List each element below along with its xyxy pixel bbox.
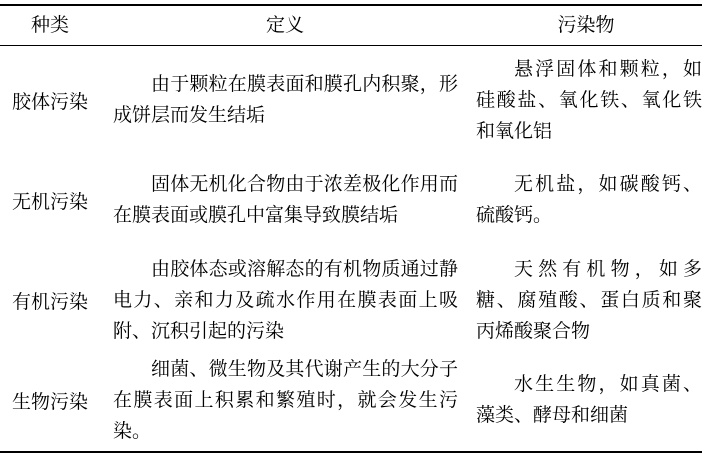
row-definition-cell <box>113 150 458 250</box>
row-pollutants-cell <box>476 50 702 150</box>
row-type: 生物污染 <box>11 390 88 413</box>
row-definition-cell <box>113 250 458 350</box>
row-type: 有机污染 <box>11 290 88 313</box>
table-header-rule <box>0 45 702 46</box>
row-definition-cell <box>113 350 458 450</box>
table-row <box>0 350 702 450</box>
row-pollutants-cell <box>476 250 702 350</box>
table-row <box>0 150 702 250</box>
row-type: 胶体污染 <box>11 90 88 113</box>
row-definition: 由胶体态或溶解态的有机物质通过静电力、亲和力及疏水作用在膜表面上吸附、沉积引起的污染 <box>113 257 458 342</box>
row-pollutants-cell <box>476 150 702 250</box>
row-pollutants: 悬浮固体和颗粒，如硅酸盐、氧化铁、氧化铁和氧化铝 <box>476 57 702 142</box>
header-type: 种类 <box>30 14 69 36</box>
table-top-rule <box>0 4 702 6</box>
row-pollutants: 天然有机物，如多糖、腐殖酸、蛋白质和聚丙烯酸聚合物 <box>476 257 702 342</box>
row-definition-cell <box>113 50 458 150</box>
row-definition: 由于颗粒在膜表面和膜孔内积聚，形成饼层而发生结垢 <box>113 73 458 126</box>
row-pollutants: 水生生物，如真菌、藻类、酵母和细菌 <box>476 373 702 426</box>
row-definition: 固体无机化合物由于浓差极化作用而在膜表面或膜孔中富集导致膜结垢 <box>113 173 458 226</box>
row-pollutants: 无机盐，如碳酸钙、硫酸钙。 <box>476 173 702 226</box>
header-pollutants: 污染物 <box>557 14 615 36</box>
row-pollutants-cell <box>476 350 702 450</box>
table-row <box>0 50 702 150</box>
row-definition: 细菌、微生物及其代谢产生的大分子在膜表面上积累和繁殖时，就会发生污染。 <box>113 357 458 442</box>
header-definition: 定义 <box>265 14 304 36</box>
row-type: 无机污染 <box>11 190 88 213</box>
table-row <box>0 250 702 350</box>
